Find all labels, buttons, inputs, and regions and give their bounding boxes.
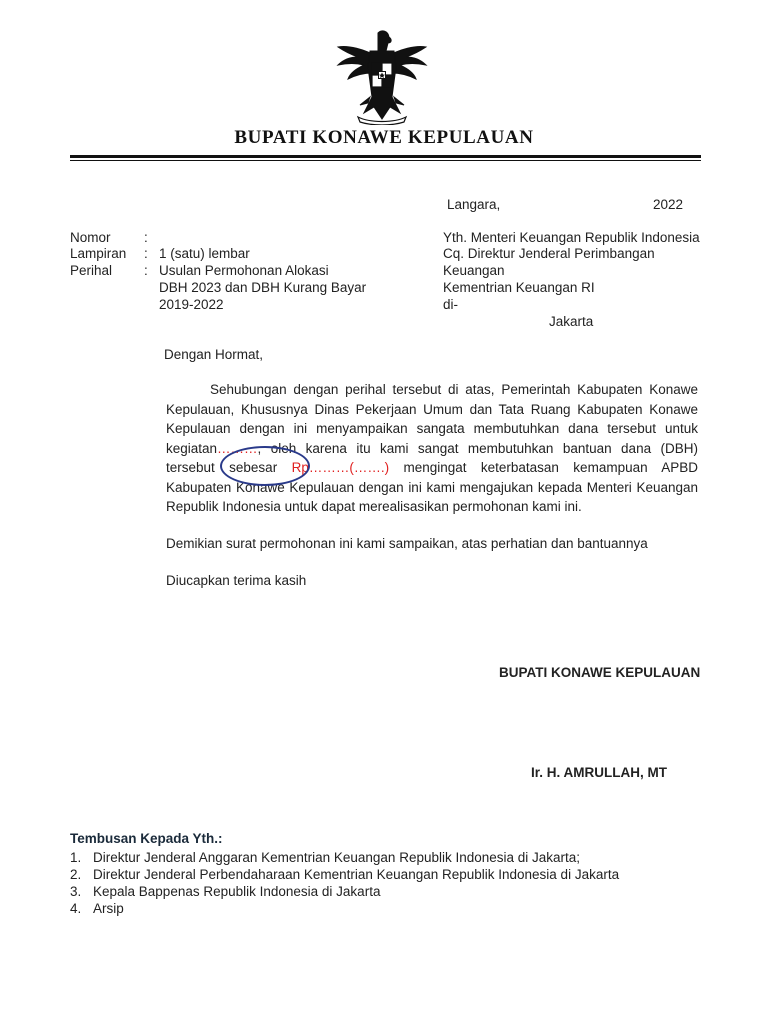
salutation: Dengan Hormat, [164,347,264,362]
year-text: 2022 [653,197,684,212]
list-item [70,850,581,865]
body-paragraph-2: Demikian surat permohonan ini kami sampaikan, atas perhatian dan bantuannya [166,536,648,551]
cc-text: Arsip [93,901,124,916]
recipient-line-1: Yth. Menteri Keuangan Republik Indonesia [443,230,700,245]
nomor-label: Nomor [70,230,111,245]
p1-text-1: Sehubungan dengan perihal tersebut di atas, Pemerintah Kabupaten Konawe Kepulauan, Khususnya Dinas Pekerjaan Umum dan Tata Ruang Kabupaten Konawe Kepulauan dengan ini menyampaikan sangata membutuhkan dana tersebut untuk kegiatan [166,382,698,456]
signature-office: BUPATI KONAWE KEPULAUAN [499,665,701,680]
lampiran-colon: : [144,246,148,261]
perihal-colon: : [144,263,148,278]
nomor-colon: : [144,230,148,245]
recipient-line-3: Keuangan [443,263,505,278]
p1-amount: Rp………(…….) [291,460,390,475]
cc-text: Direktur Jenderal Perbendaharaan Kementrian Keuangan Republik Indonesia di Jakarta [93,867,620,882]
lampiran-label: Lampiran [70,246,127,261]
body-paragraph-3: Diucapkan terima kasih [166,573,307,588]
cc-num: 4. [70,901,82,916]
recipient-line-6: Jakarta [549,314,594,329]
recipient-line-2: Cq. Direktur Jenderal Perimbangan [443,246,655,261]
cc-heading: Tembusan Kepada Yth.: [70,831,223,846]
place-text: Langara, [447,197,501,212]
perihal-line-1: Usulan Permohonan Alokasi [159,263,329,278]
letterhead-title: BUPATI KONAWE KEPULAUAN [234,127,534,148]
garuda-emblem-icon [334,27,430,125]
p1-blank: ……… [217,440,258,456]
p1-text-3: mengingat keterbatasan kemampuan APBD Kabupaten Konawe Kepulauan dengan ini kami mengajukan kepada Menteri Keuangan Republik Indonesia untuk dapat merealisasikan permohonan kami ini. [166,460,698,514]
recipient-line-4: Kementrian Keuangan RI [443,280,595,295]
p1-text-2: , oleh karena itu kami sangat membutuhkan bantuan dana (DBH) tersebut sebesar [166,440,698,475]
signature-name: Ir. H. AMRULLAH, MT [531,765,667,780]
recipient-line-5: di- [443,297,459,312]
annotation-circle [220,446,310,486]
letterhead-rule-thin [70,160,701,161]
list-item [70,867,620,882]
list-item [70,901,124,916]
lampiran-value: 1 (satu) lembar [159,246,250,261]
letterhead-rule-thick [70,155,701,158]
cc-text: Direktur Jenderal Anggaran Kementrian Keuangan Republik Indonesia di Jakarta; [93,850,581,865]
list-item [70,884,381,899]
cc-num: 1. [70,850,82,865]
perihal-line-2: DBH 2023 dan DBH Kurang Bayar [159,280,367,295]
perihal-label: Perihal [70,263,113,278]
perihal-line-3: 2019-2022 [159,297,224,312]
cc-text: Kepala Bappenas Republik Indonesia di Jakarta [93,884,381,899]
cc-num: 3. [70,884,82,899]
cc-num: 2. [70,867,82,882]
